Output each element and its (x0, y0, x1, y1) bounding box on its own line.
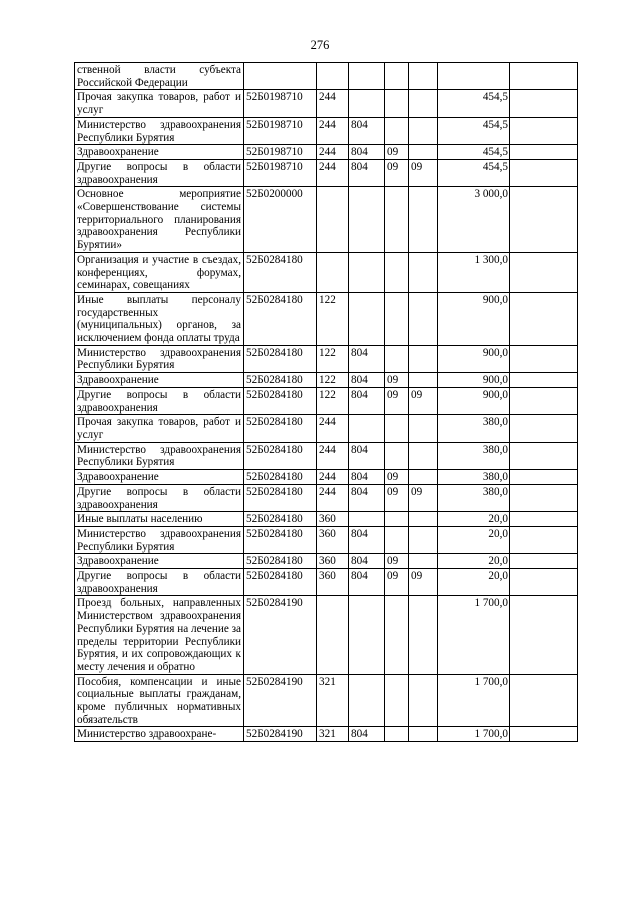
code-cell: 52Б0284190 (244, 674, 317, 727)
extra-cell (510, 569, 578, 596)
name-cell: Проезд больных, направленных Министерством здравоохранения Республики Бурятия на лечение за пределы территории Республики Бурятия, и их сопровождающих к месту лечения и обратно (75, 596, 244, 674)
amount-cell: 20,0 (438, 512, 510, 527)
amount-cell: 900,0 (438, 345, 510, 372)
subsection-cell (409, 345, 438, 372)
amount-cell (438, 63, 510, 90)
extra-cell (510, 145, 578, 160)
ministry-cell: 804 (349, 727, 385, 742)
expense-type-cell: 122 (317, 345, 349, 372)
extra-cell (510, 484, 578, 511)
table-row (75, 415, 578, 442)
subsection-cell (409, 90, 438, 117)
expense-type-cell: 360 (317, 554, 349, 569)
expense-type-cell: 122 (317, 373, 349, 388)
name-cell: Другие вопросы в области здравоохранения (75, 159, 244, 186)
subsection-cell (409, 252, 438, 292)
name-cell: Прочая закупка товаров, работ и услуг (75, 90, 244, 117)
name-cell: Министерство здравоохранения Республики Бурятия (75, 526, 244, 553)
expense-type-cell: 244 (317, 145, 349, 160)
table-row (75, 373, 578, 388)
subsection-cell: 09 (409, 159, 438, 186)
code-cell: 52Б0198710 (244, 90, 317, 117)
ministry-cell: 804 (349, 387, 385, 414)
name-cell: Иные выплаты персоналу государственных (муниципальных) органов, за исключением фонда оплаты труда (75, 292, 244, 345)
table-row (75, 387, 578, 414)
amount-cell: 454,5 (438, 90, 510, 117)
section-cell (385, 596, 409, 674)
expense-type-cell: 244 (317, 470, 349, 485)
extra-cell (510, 90, 578, 117)
name-cell: Министерство здравоохранения Республики Бурятия (75, 345, 244, 372)
ministry-cell: 804 (349, 373, 385, 388)
ministry-cell: 804 (349, 442, 385, 469)
expense-type-cell: 244 (317, 484, 349, 511)
subsection-cell (409, 526, 438, 553)
extra-cell (510, 415, 578, 442)
section-cell: 09 (385, 569, 409, 596)
ministry-cell: 804 (349, 345, 385, 372)
section-cell (385, 252, 409, 292)
table-row (75, 596, 578, 674)
subsection-cell (409, 187, 438, 253)
name-cell: Здравоохранение (75, 470, 244, 485)
amount-cell: 900,0 (438, 292, 510, 345)
subsection-cell (409, 63, 438, 90)
amount-cell: 454,5 (438, 117, 510, 144)
extra-cell (510, 187, 578, 253)
extra-cell (510, 512, 578, 527)
extra-cell (510, 117, 578, 144)
name-cell: Другие вопросы в области здравоохранения (75, 484, 244, 511)
code-cell: 52Б0198710 (244, 159, 317, 186)
expense-type-cell (317, 63, 349, 90)
name-cell: Здравоохранение (75, 145, 244, 160)
table-row (75, 674, 578, 727)
ministry-cell: 804 (349, 470, 385, 485)
ministry-cell: 804 (349, 145, 385, 160)
amount-cell: 380,0 (438, 442, 510, 469)
expense-type-cell: 244 (317, 415, 349, 442)
section-cell (385, 512, 409, 527)
amount-cell: 380,0 (438, 415, 510, 442)
extra-cell (510, 526, 578, 553)
code-cell: 52Б0284180 (244, 442, 317, 469)
subsection-cell (409, 145, 438, 160)
budget-table (74, 62, 578, 742)
code-cell: 52Б0284180 (244, 292, 317, 345)
ministry-cell: 804 (349, 554, 385, 569)
section-cell (385, 526, 409, 553)
section-cell: 09 (385, 373, 409, 388)
name-cell: Министерство здравоохране- (75, 727, 244, 742)
expense-type-cell (317, 596, 349, 674)
amount-cell: 20,0 (438, 526, 510, 553)
name-cell: ственной власти субъекта Российской Федерации (75, 63, 244, 90)
extra-cell (510, 387, 578, 414)
section-cell (385, 117, 409, 144)
code-cell: 52Б0284180 (244, 345, 317, 372)
subsection-cell (409, 596, 438, 674)
expense-type-cell: 360 (317, 512, 349, 527)
code-cell: 52Б0284180 (244, 415, 317, 442)
amount-cell: 1 700,0 (438, 674, 510, 727)
ministry-cell (349, 674, 385, 727)
subsection-cell: 09 (409, 387, 438, 414)
name-cell: Другие вопросы в области здравоохранения (75, 387, 244, 414)
code-cell: 52Б0284180 (244, 526, 317, 553)
ministry-cell (349, 415, 385, 442)
section-cell (385, 63, 409, 90)
section-cell (385, 727, 409, 742)
section-cell (385, 90, 409, 117)
expense-type-cell: 244 (317, 159, 349, 186)
code-cell: 52Б0284180 (244, 252, 317, 292)
ministry-cell (349, 63, 385, 90)
expense-type-cell (317, 187, 349, 253)
name-cell: Прочая закупка товаров, работ и услуг (75, 415, 244, 442)
code-cell: 52Б0284180 (244, 569, 317, 596)
expense-type-cell: 360 (317, 569, 349, 596)
ministry-cell (349, 512, 385, 527)
amount-cell: 20,0 (438, 554, 510, 569)
table-row (75, 526, 578, 553)
subsection-cell: 09 (409, 484, 438, 511)
amount-cell: 1 700,0 (438, 596, 510, 674)
expense-type-cell: 321 (317, 674, 349, 727)
amount-cell: 380,0 (438, 470, 510, 485)
code-cell: 52Б0284180 (244, 373, 317, 388)
name-cell: Основное мероприятие «Совершенствование системы территориального планирования здравоохранения Республики Бурятии» (75, 187, 244, 253)
table-row (75, 292, 578, 345)
table-row (75, 187, 578, 253)
ministry-cell (349, 90, 385, 117)
amount-cell: 1 700,0 (438, 727, 510, 742)
ministry-cell (349, 187, 385, 253)
name-cell: Организация и участие в съездах, конференциях, форумах, семинарах, совещаниях (75, 252, 244, 292)
table-row (75, 145, 578, 160)
section-cell (385, 415, 409, 442)
subsection-cell (409, 117, 438, 144)
table-row (75, 345, 578, 372)
extra-cell (510, 373, 578, 388)
subsection-cell (409, 415, 438, 442)
amount-cell: 3 000,0 (438, 187, 510, 253)
table-row (75, 727, 578, 742)
name-cell: Здравоохранение (75, 373, 244, 388)
expense-type-cell: 244 (317, 90, 349, 117)
extra-cell (510, 292, 578, 345)
subsection-cell (409, 674, 438, 727)
extra-cell (510, 727, 578, 742)
expense-type-cell: 360 (317, 526, 349, 553)
table-row (75, 117, 578, 144)
extra-cell (510, 554, 578, 569)
subsection-cell (409, 292, 438, 345)
extra-cell (510, 159, 578, 186)
amount-cell: 380,0 (438, 484, 510, 511)
table-row (75, 512, 578, 527)
subsection-cell (409, 727, 438, 742)
code-cell: 52Б0198710 (244, 145, 317, 160)
amount-cell: 900,0 (438, 373, 510, 388)
subsection-cell (409, 554, 438, 569)
code-cell: 52Б0284190 (244, 727, 317, 742)
extra-cell (510, 252, 578, 292)
extra-cell (510, 345, 578, 372)
section-cell (385, 345, 409, 372)
subsection-cell (409, 442, 438, 469)
extra-cell (510, 442, 578, 469)
subsection-cell (409, 470, 438, 485)
code-cell: 52Б0284180 (244, 554, 317, 569)
code-cell: 52Б0284180 (244, 387, 317, 414)
section-cell (385, 187, 409, 253)
table-row (75, 159, 578, 186)
expense-type-cell: 122 (317, 292, 349, 345)
ministry-cell (349, 252, 385, 292)
table-row (75, 63, 578, 90)
ministry-cell: 804 (349, 117, 385, 144)
table-row (75, 252, 578, 292)
code-cell: 52Б0198710 (244, 117, 317, 144)
amount-cell: 20,0 (438, 569, 510, 596)
page-number: 276 (310, 38, 330, 52)
ministry-cell: 804 (349, 159, 385, 186)
ministry-cell: 804 (349, 526, 385, 553)
table-row (75, 569, 578, 596)
table-row (75, 442, 578, 469)
extra-cell (510, 63, 578, 90)
section-cell: 09 (385, 554, 409, 569)
subsection-cell (409, 373, 438, 388)
table-row (75, 90, 578, 117)
code-cell (244, 63, 317, 90)
name-cell: Министерство здравоохранения Республики Бурятия (75, 442, 244, 469)
code-cell: 52Б0200000 (244, 187, 317, 253)
expense-type-cell: 244 (317, 117, 349, 144)
section-cell (385, 674, 409, 727)
amount-cell: 454,5 (438, 159, 510, 186)
section-cell (385, 292, 409, 345)
name-cell: Пособия, компенсации и иные социальные выплаты гражданам, кроме публичных нормативных обязательств (75, 674, 244, 727)
ministry-cell (349, 596, 385, 674)
amount-cell: 1 300,0 (438, 252, 510, 292)
ministry-cell: 804 (349, 484, 385, 511)
name-cell: Иные выплаты населению (75, 512, 244, 527)
subsection-cell: 09 (409, 569, 438, 596)
code-cell: 52Б0284180 (244, 470, 317, 485)
subsection-cell (409, 512, 438, 527)
code-cell: 52Б0284180 (244, 512, 317, 527)
code-cell: 52Б0284190 (244, 596, 317, 674)
section-cell: 09 (385, 470, 409, 485)
name-cell: Другие вопросы в области здравоохранения (75, 569, 244, 596)
expense-type-cell (317, 252, 349, 292)
section-cell: 09 (385, 159, 409, 186)
expense-type-cell: 122 (317, 387, 349, 414)
extra-cell (510, 596, 578, 674)
table-body (75, 63, 578, 742)
section-cell: 09 (385, 145, 409, 160)
amount-cell: 900,0 (438, 387, 510, 414)
table-row (75, 554, 578, 569)
expense-type-cell: 321 (317, 727, 349, 742)
expense-type-cell: 244 (317, 442, 349, 469)
extra-cell (510, 470, 578, 485)
table-row (75, 470, 578, 485)
name-cell: Министерство здравоохранения Республики Бурятия (75, 117, 244, 144)
ministry-cell: 804 (349, 569, 385, 596)
code-cell: 52Б0284180 (244, 484, 317, 511)
section-cell (385, 442, 409, 469)
amount-cell: 454,5 (438, 145, 510, 160)
section-cell: 09 (385, 484, 409, 511)
table-row (75, 484, 578, 511)
extra-cell (510, 674, 578, 727)
section-cell: 09 (385, 387, 409, 414)
ministry-cell (349, 292, 385, 345)
name-cell: Здравоохранение (75, 554, 244, 569)
